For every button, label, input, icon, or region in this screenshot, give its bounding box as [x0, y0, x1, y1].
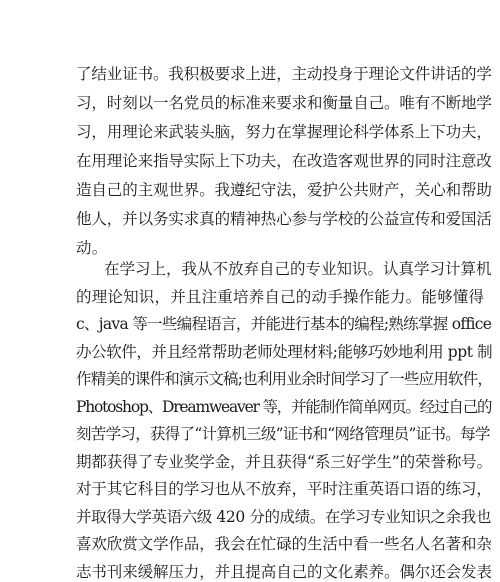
text-line: 在用理论来指导实际上下功夫，在改造客观世界的同时注意改 — [76, 152, 492, 170]
text-line: 动。 — [76, 239, 108, 257]
text-line: 了结业证书。我积极要求上进，主动投身于理论文件讲话的学 — [76, 65, 492, 83]
text-line: 造自己的主观世界。我遵纪守法，爱护公共财产，关心和帮助 — [76, 181, 492, 199]
text-line: 他人，并以务实求真的精神热心参与学校的公益宣传和爱国活 — [76, 210, 492, 228]
text-line: 习，用理论来武装头脑，努力在掌握理论科学体系上下功夫， — [76, 123, 492, 141]
text-line: 习，时刻以一名党员的标准来要求和衡量自己。唯有不断地学 — [76, 94, 492, 112]
text-line: 办公软件，并且经常帮助老师处理材料;能够巧妙地利用 ppt 制 — [76, 343, 493, 361]
text-line: 期都获得了专业奖学金，并且获得“系三好学生”的荣誉称号。 — [76, 453, 493, 471]
text-line: 作精美的课件和演示文稿;也利用业余时间学习了一些应用软件， — [76, 370, 493, 388]
text-line: 对于其它科目的学习也从不放弃，平时注重英语口语的练习， — [76, 480, 492, 498]
text-line: 喜欢欣赏文学作品，我会在忙碌的生活中看一些名人名著和杂 — [76, 535, 492, 553]
text-line: c、java 等一些编程语言，并能进行基本的编程;熟练掌握 office — [76, 315, 492, 333]
text-line: 刻苦学习，获得了“计算机三级”证书和“网络管理员”证书。每学 — [76, 425, 490, 443]
text-line: 的理论知识，并且注重培养自己的动手操作能力。能够懂得 — [76, 288, 485, 306]
text-line: 在学习上，我从不放弃自己的专业知识。认真学习计算机 — [104, 260, 492, 278]
text-line: 并取得大学英语六级 420 分的成绩。在学习专业知识之余我也 — [76, 508, 491, 526]
text-line: Photoshop、Dreamweaver 等，并能制作简单网页。经过自己的 — [76, 398, 492, 416]
text-line: 志书刊来缓解压力，并且提高自己的文化素养。偶尔还会发表 — [76, 563, 492, 581]
